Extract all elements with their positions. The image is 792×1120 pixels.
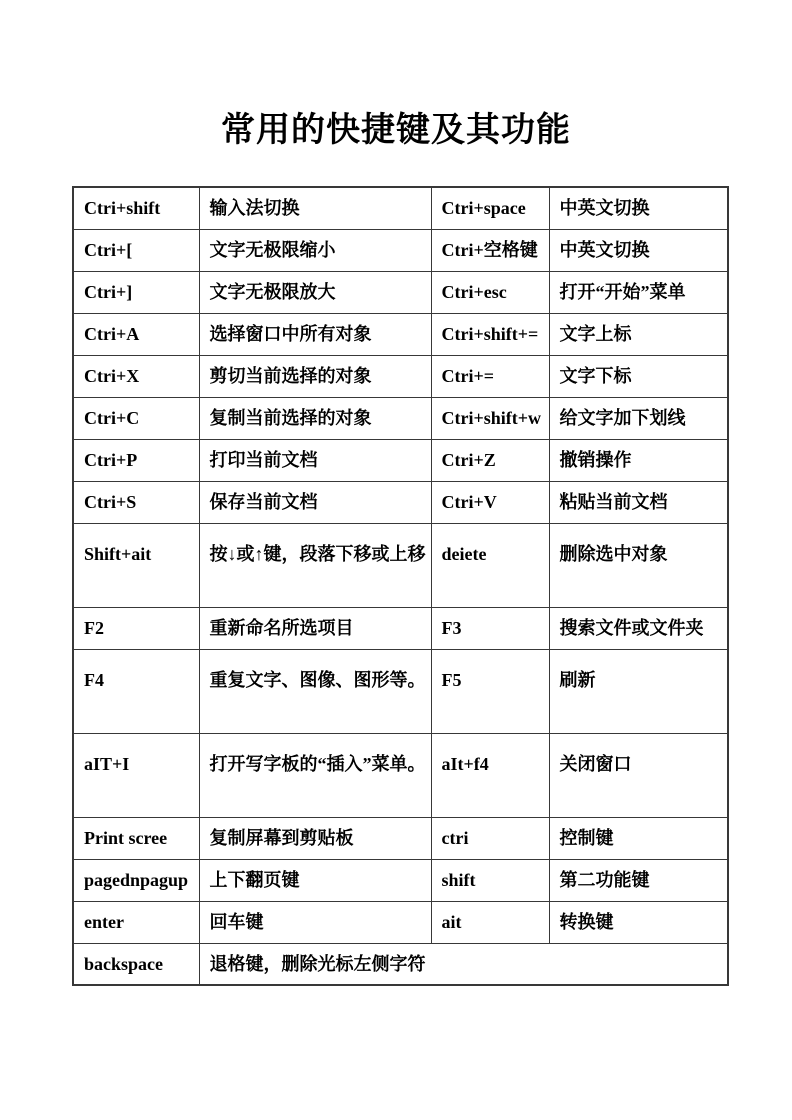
function-cell: 打开“开始”菜单 xyxy=(549,271,728,313)
table-row xyxy=(73,271,728,313)
table-row xyxy=(73,439,728,481)
shortcut-key-cell: aIT+I xyxy=(73,733,199,817)
function-cell: 关闭窗口 xyxy=(549,733,728,817)
shortcut-key-cell: Ctri+空格键 xyxy=(431,229,549,271)
function-cell: 文字下标 xyxy=(549,355,728,397)
table-row xyxy=(73,397,728,439)
table-row xyxy=(73,733,728,817)
table-row xyxy=(73,355,728,397)
function-cell: 上下翻页键 xyxy=(199,859,431,901)
table-row xyxy=(73,649,728,733)
shortcut-key-cell: Ctri+V xyxy=(431,481,549,523)
shortcut-key-cell: Ctri+Z xyxy=(431,439,549,481)
function-cell: 搜索文件或文件夹 xyxy=(549,607,728,649)
function-cell: 复制当前选择的对象 xyxy=(199,397,431,439)
function-cell: 选择窗口中所有对象 xyxy=(199,313,431,355)
function-cell: 删除选中对象 xyxy=(549,523,728,607)
shortcut-key-cell: Ctri+shift xyxy=(73,187,199,229)
function-cell: 转换键 xyxy=(549,901,728,943)
shortcut-key-cell: Ctri+[ xyxy=(73,229,199,271)
shortcut-key-cell: Ctri+esc xyxy=(431,271,549,313)
table-row xyxy=(73,313,728,355)
shortcut-key-cell: Shift+ait xyxy=(73,523,199,607)
shortcut-key-cell: Print scree xyxy=(73,817,199,859)
table-row xyxy=(73,229,728,271)
shortcut-key-cell: F2 xyxy=(73,607,199,649)
function-cell: 中英文切换 xyxy=(549,229,728,271)
shortcut-key-cell: shift xyxy=(431,859,549,901)
shortcut-key-cell: backspace xyxy=(73,943,199,985)
function-cell: 复制屏幕到剪贴板 xyxy=(199,817,431,859)
table-row xyxy=(73,901,728,943)
shortcuts-table xyxy=(72,186,729,986)
function-cell: 剪切当前选择的对象 xyxy=(199,355,431,397)
function-cell: 按↓或↑键，段落下移或上移 xyxy=(199,523,431,607)
shortcut-key-cell: Ctri+= xyxy=(431,355,549,397)
shortcuts-table-body xyxy=(73,187,728,985)
function-cell: 保存当前文档 xyxy=(199,481,431,523)
function-cell: 文字无极限放大 xyxy=(199,271,431,313)
function-cell: 重新命名所选项目 xyxy=(199,607,431,649)
shortcut-key-cell: deiete xyxy=(431,523,549,607)
table-row xyxy=(73,943,728,985)
function-cell: 输入法切换 xyxy=(199,187,431,229)
function-cell: 撤销操作 xyxy=(549,439,728,481)
shortcut-key-cell: F4 xyxy=(73,649,199,733)
function-cell: 退格键，删除光标左侧字符 xyxy=(199,943,728,985)
function-cell: 重复文字、图像、图形等。 xyxy=(199,649,431,733)
shortcut-key-cell: Ctri+P xyxy=(73,439,199,481)
shortcut-key-cell: enter xyxy=(73,901,199,943)
shortcut-key-cell: Ctri+space xyxy=(431,187,549,229)
shortcut-key-cell: Ctri+C xyxy=(73,397,199,439)
function-cell: 文字无极限缩小 xyxy=(199,229,431,271)
shortcut-key-cell: aIt+f4 xyxy=(431,733,549,817)
shortcut-key-cell: Ctri+shift+w xyxy=(431,397,549,439)
function-cell: 回车键 xyxy=(199,901,431,943)
shortcut-key-cell: ctri xyxy=(431,817,549,859)
function-cell: 文字上标 xyxy=(549,313,728,355)
shortcut-key-cell: Ctri+S xyxy=(73,481,199,523)
function-cell: 刷新 xyxy=(549,649,728,733)
function-cell: 粘贴当前文档 xyxy=(549,481,728,523)
function-cell: 打开写字板的“插入”菜单。 xyxy=(199,733,431,817)
shortcut-key-cell: Ctri+] xyxy=(73,271,199,313)
table-row xyxy=(73,523,728,607)
shortcut-key-cell: pagednpagup xyxy=(73,859,199,901)
table-row xyxy=(73,607,728,649)
shortcut-key-cell: F5 xyxy=(431,649,549,733)
function-cell: 第二功能键 xyxy=(549,859,728,901)
function-cell: 控制键 xyxy=(549,817,728,859)
table-row xyxy=(73,859,728,901)
page-title: 常用的快捷键及其功能 xyxy=(221,112,571,149)
function-cell: 打印当前文档 xyxy=(199,439,431,481)
shortcut-key-cell: F3 xyxy=(431,607,549,649)
shortcut-key-cell: Ctri+shift+= xyxy=(431,313,549,355)
function-cell: 给文字加下划线 xyxy=(549,397,728,439)
shortcut-key-cell: ait xyxy=(431,901,549,943)
function-cell: 中英文切换 xyxy=(549,187,728,229)
table-row xyxy=(73,817,728,859)
table-row xyxy=(73,187,728,229)
shortcut-key-cell: Ctri+A xyxy=(73,313,199,355)
table-row xyxy=(73,481,728,523)
shortcut-key-cell: Ctri+X xyxy=(73,355,199,397)
